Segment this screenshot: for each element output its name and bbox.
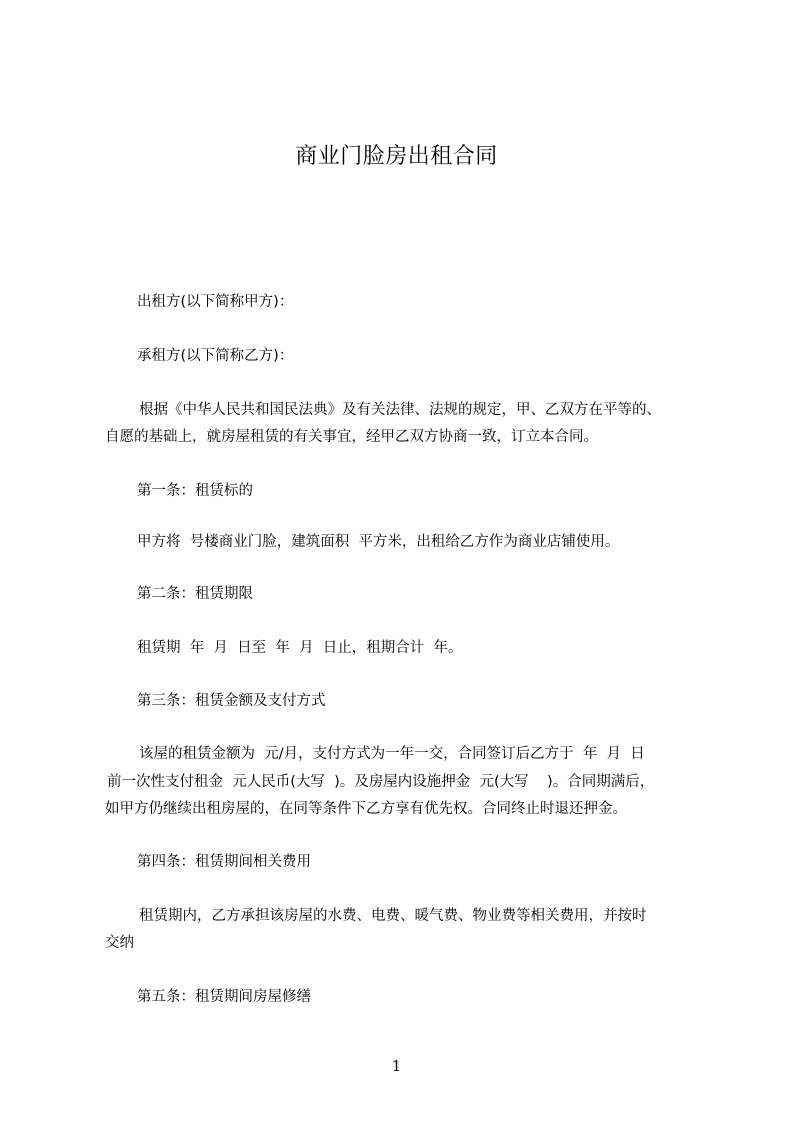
article1-heading: 第一条：租赁标的 <box>137 483 253 499</box>
article1-body: 甲方将 号楼商业门脸，建筑面积 平方米，出租给乙方作为商业店铺使用。 <box>137 534 620 550</box>
lessor-line: 出租方(以下简称甲方)： <box>137 294 294 310</box>
article2-body: 租赁期 年 月 日至 年 月 日止，租期合计 年。 <box>137 640 463 656</box>
article3-body-line-3: 如甲方仍继续出租房屋的，在同等条件下乙方享有优先权。合同终止时退还押金。 <box>105 801 627 817</box>
article4-body-line-1: 租赁期内，乙方承担该房屋的水费、电费、暖气费、物业费等相关费用，并按时 <box>139 908 647 924</box>
document-title: 商业门脸房出租合同 <box>295 144 498 169</box>
preamble-line-1: 根据《中华人民共和国民法典》及有关法律、法规的规定，甲、乙双方在平等的、 <box>139 402 661 418</box>
lessee-line: 承租方(以下简称乙方)： <box>137 348 294 364</box>
preamble-line-2: 自愿的基础上，就房屋租赁的有关事宜，经甲乙双方协商一致，订立本合同。 <box>105 429 598 445</box>
article3-body-line-2: 前一次性支付租金 元人民币(大写 )。及房屋内设施押金 元(大写 )。合同期满后， <box>107 774 655 790</box>
article2-heading: 第二条：租赁期限 <box>137 586 253 602</box>
article3-heading: 第三条：租赁金额及支付方式 <box>137 693 326 709</box>
page-number: 1 <box>391 1057 402 1075</box>
article5-heading: 第五条：租赁期间房屋修缮 <box>137 989 311 1005</box>
article4-heading: 第四条：租赁期间相关费用 <box>137 854 311 870</box>
article4-body-line-2: 交纳 <box>105 935 134 951</box>
article3-body-line-1: 该屋的租赁金额为 元/月，支付方式为一年一交，合同签订后乙方于 年 月 日 <box>139 746 645 762</box>
